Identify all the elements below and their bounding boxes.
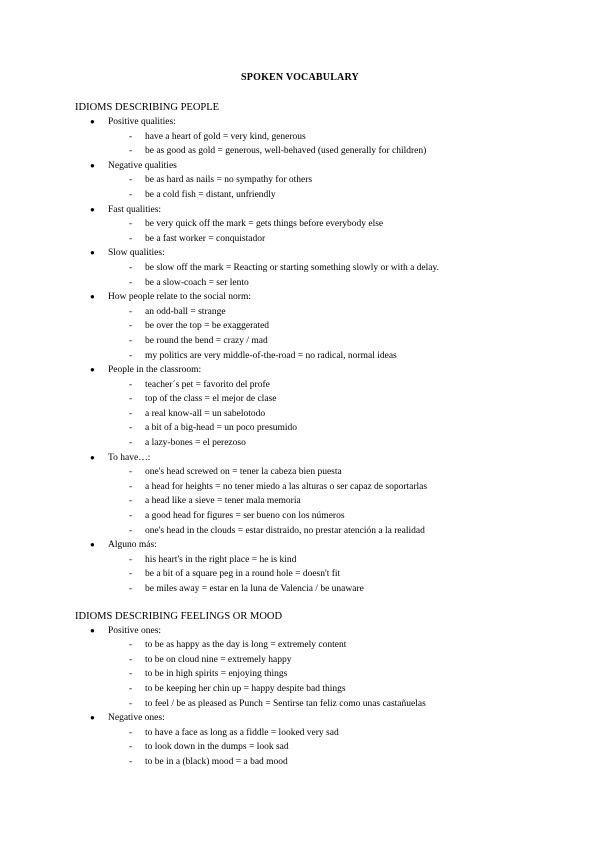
section-heading: IDIOMS DESCRIBING FEELINGS OR MOOD bbox=[75, 610, 283, 622]
list-item bbox=[75, 217, 575, 232]
category-item bbox=[75, 203, 575, 218]
list-item bbox=[75, 465, 575, 480]
dash-marker: - bbox=[129, 189, 133, 200]
dash-marker: - bbox=[129, 481, 133, 492]
list-item bbox=[75, 697, 575, 712]
item-text: be miles away = estar en la luna de Valencia / be unaware bbox=[145, 584, 364, 594]
item-text: a bit of a big-head = un poco presumido bbox=[145, 423, 298, 434]
category-item bbox=[75, 451, 575, 466]
item-text: teacher´s pet = favorito del profe bbox=[145, 379, 270, 390]
item-text: be a fast worker = conquistador bbox=[145, 233, 266, 244]
dash-marker: - bbox=[129, 683, 133, 694]
list-item bbox=[75, 305, 575, 320]
item-text: to be on cloud nine = extremely happy bbox=[145, 654, 292, 665]
dash-marker: - bbox=[129, 408, 133, 419]
item-text: be round the bend = crazy / mad bbox=[145, 335, 268, 346]
bullet-icon: ● bbox=[90, 365, 95, 375]
list-item bbox=[75, 567, 575, 582]
item-text: be a slow-coach = ser lento bbox=[145, 277, 249, 288]
list-item bbox=[75, 276, 575, 291]
item-text: one's head screwed on = tener la cabeza bien puesta bbox=[145, 467, 342, 478]
document-title: SPOKEN VOCABULARY bbox=[241, 72, 359, 83]
list-item bbox=[75, 638, 575, 653]
category-item bbox=[75, 290, 575, 305]
list-item bbox=[75, 436, 575, 451]
bullet-icon: ● bbox=[90, 452, 95, 462]
list-item bbox=[75, 682, 575, 697]
category-label: Negative qualities bbox=[108, 160, 177, 171]
dash-marker: - bbox=[129, 438, 133, 449]
dash-marker: - bbox=[129, 496, 133, 507]
category-label: To have…: bbox=[108, 452, 151, 463]
list-item bbox=[75, 261, 575, 276]
category-item bbox=[75, 363, 575, 378]
item-text: one's head in the clouds = estar distraido, no prestar atención a la realidad bbox=[145, 525, 425, 536]
category-label: How people relate to the social norm: bbox=[108, 292, 251, 303]
bullet-icon: ● bbox=[90, 625, 95, 635]
list-item bbox=[75, 334, 575, 349]
dash-marker: - bbox=[129, 554, 133, 565]
category-item bbox=[75, 624, 575, 639]
category-label: Negative ones: bbox=[108, 713, 165, 724]
item-text: a head like a sieve = tener mala memoria bbox=[145, 496, 301, 507]
dash-marker: - bbox=[129, 219, 133, 230]
bullet-icon: ● bbox=[90, 117, 95, 126]
dash-marker: - bbox=[129, 640, 133, 651]
dash-marker: - bbox=[129, 742, 133, 753]
category-label: Slow qualities: bbox=[108, 248, 165, 259]
dash-marker: - bbox=[129, 350, 133, 361]
dash-marker: - bbox=[129, 175, 133, 186]
item-text: his heart's in the right place = he is kind bbox=[145, 554, 297, 565]
bullet-icon: ● bbox=[90, 204, 95, 214]
item-text: an odd-ball = strange bbox=[145, 306, 226, 317]
dash-marker: - bbox=[129, 756, 133, 767]
list-item bbox=[75, 232, 575, 247]
item-text: a good head for figures = ser bueno con los números bbox=[145, 511, 345, 522]
category-label: Positive ones: bbox=[108, 625, 162, 636]
item-text: to be keeping her chin up = happy despite bad things bbox=[145, 683, 346, 694]
item-text: be slow off the mark = Reacting or starting something slowly or with a delay. bbox=[145, 262, 439, 273]
item-text: be as good as gold = generous, well-behaved (used generally for children) bbox=[145, 146, 427, 157]
item-text: be a bit of a square peg in a round hole = doesn't fit bbox=[145, 569, 341, 580]
list-item bbox=[75, 494, 575, 509]
item-text: to be as happy as the day is long = extremely content bbox=[145, 640, 347, 651]
list-item bbox=[75, 392, 575, 407]
dash-marker: - bbox=[129, 511, 133, 522]
item-text: be very quick off the mark = gets things before everybody else bbox=[145, 219, 384, 230]
list-item bbox=[75, 173, 575, 188]
list-item bbox=[75, 667, 575, 682]
dash-marker: - bbox=[129, 262, 133, 273]
category-item bbox=[75, 711, 575, 726]
section-heading: IDIOMS DESCRIBING PEOPLE bbox=[75, 102, 220, 113]
bullet-icon: ● bbox=[90, 713, 95, 723]
dash-marker: - bbox=[129, 569, 133, 580]
item-text: be as hard as nails = no sympathy for others bbox=[145, 175, 313, 186]
item-text: to feel / be as pleased as Punch = Sentirse tan feliz como unas castañuelas bbox=[145, 698, 426, 709]
list-item bbox=[75, 653, 575, 668]
list-item bbox=[75, 378, 575, 393]
category-label: Positive qualities: bbox=[108, 117, 176, 127]
item-text: my politics are very middle-of-the-road = no radical, normal ideas bbox=[145, 350, 397, 361]
item-text: to be in a (black) mood = a bad mood bbox=[145, 756, 288, 767]
category-item bbox=[75, 538, 575, 553]
list-item bbox=[75, 726, 575, 741]
dash-marker: - bbox=[129, 146, 133, 157]
dash-marker: - bbox=[129, 233, 133, 244]
item-text: be over the top = be exaggerated bbox=[145, 321, 270, 332]
list-item bbox=[75, 740, 575, 755]
bullet-icon: ● bbox=[90, 540, 95, 550]
dash-marker: - bbox=[129, 379, 133, 390]
item-text: top of the class = el mejor de clase bbox=[145, 394, 277, 405]
item-text: a lazy-bones = el perezoso bbox=[145, 438, 246, 449]
item-text: to have a face as long as a fiddle = looked very sad bbox=[145, 727, 339, 738]
item-text: have a heart of gold = very kind, generous bbox=[145, 131, 306, 142]
list-item bbox=[75, 509, 575, 524]
item-text: a real know-all = un sabelotodo bbox=[145, 408, 266, 419]
dash-marker: - bbox=[129, 727, 133, 738]
list-item bbox=[75, 755, 575, 770]
list-item bbox=[75, 349, 575, 364]
category-label: People in the classroom: bbox=[108, 365, 202, 376]
bullet-icon: ● bbox=[90, 160, 95, 170]
item-text: to be in high spirits = enjoying things bbox=[145, 669, 288, 680]
dash-marker: - bbox=[129, 277, 133, 288]
list-item bbox=[75, 524, 575, 539]
dash-marker: - bbox=[129, 467, 133, 478]
list-item bbox=[75, 582, 575, 597]
dash-marker: - bbox=[129, 654, 133, 665]
list-item bbox=[75, 421, 575, 436]
list-item bbox=[75, 553, 575, 568]
dash-marker: - bbox=[129, 394, 133, 405]
dash-marker: - bbox=[129, 698, 133, 709]
dash-marker: - bbox=[129, 131, 133, 142]
list-item bbox=[75, 480, 575, 495]
item-text: be a cold fish = distant, unfriendly bbox=[145, 189, 276, 200]
list-item bbox=[75, 144, 575, 159]
list-item bbox=[75, 130, 575, 145]
bullet-icon: ● bbox=[90, 292, 95, 302]
dash-marker: - bbox=[129, 584, 133, 594]
category-label: Fast qualities: bbox=[108, 204, 162, 215]
category-item bbox=[75, 246, 575, 261]
dash-marker: - bbox=[129, 423, 133, 434]
list-item bbox=[75, 188, 575, 203]
dash-marker: - bbox=[129, 525, 133, 536]
dash-marker: - bbox=[129, 321, 133, 332]
bullet-icon: ● bbox=[90, 248, 95, 258]
category-item bbox=[75, 159, 575, 174]
dash-marker: - bbox=[129, 669, 133, 680]
category-label: Alguno más: bbox=[108, 540, 157, 551]
item-text: to look down in the dumps = look sad bbox=[145, 742, 289, 753]
dash-marker: - bbox=[129, 335, 133, 346]
category-item bbox=[75, 115, 575, 130]
dash-marker: - bbox=[129, 306, 133, 317]
document-body bbox=[75, 100, 575, 770]
item-text: a head for heights = no tener miedo a las alturas o ser capaz de soportarlas bbox=[145, 481, 428, 492]
list-item bbox=[75, 407, 575, 422]
list-item bbox=[75, 319, 575, 334]
